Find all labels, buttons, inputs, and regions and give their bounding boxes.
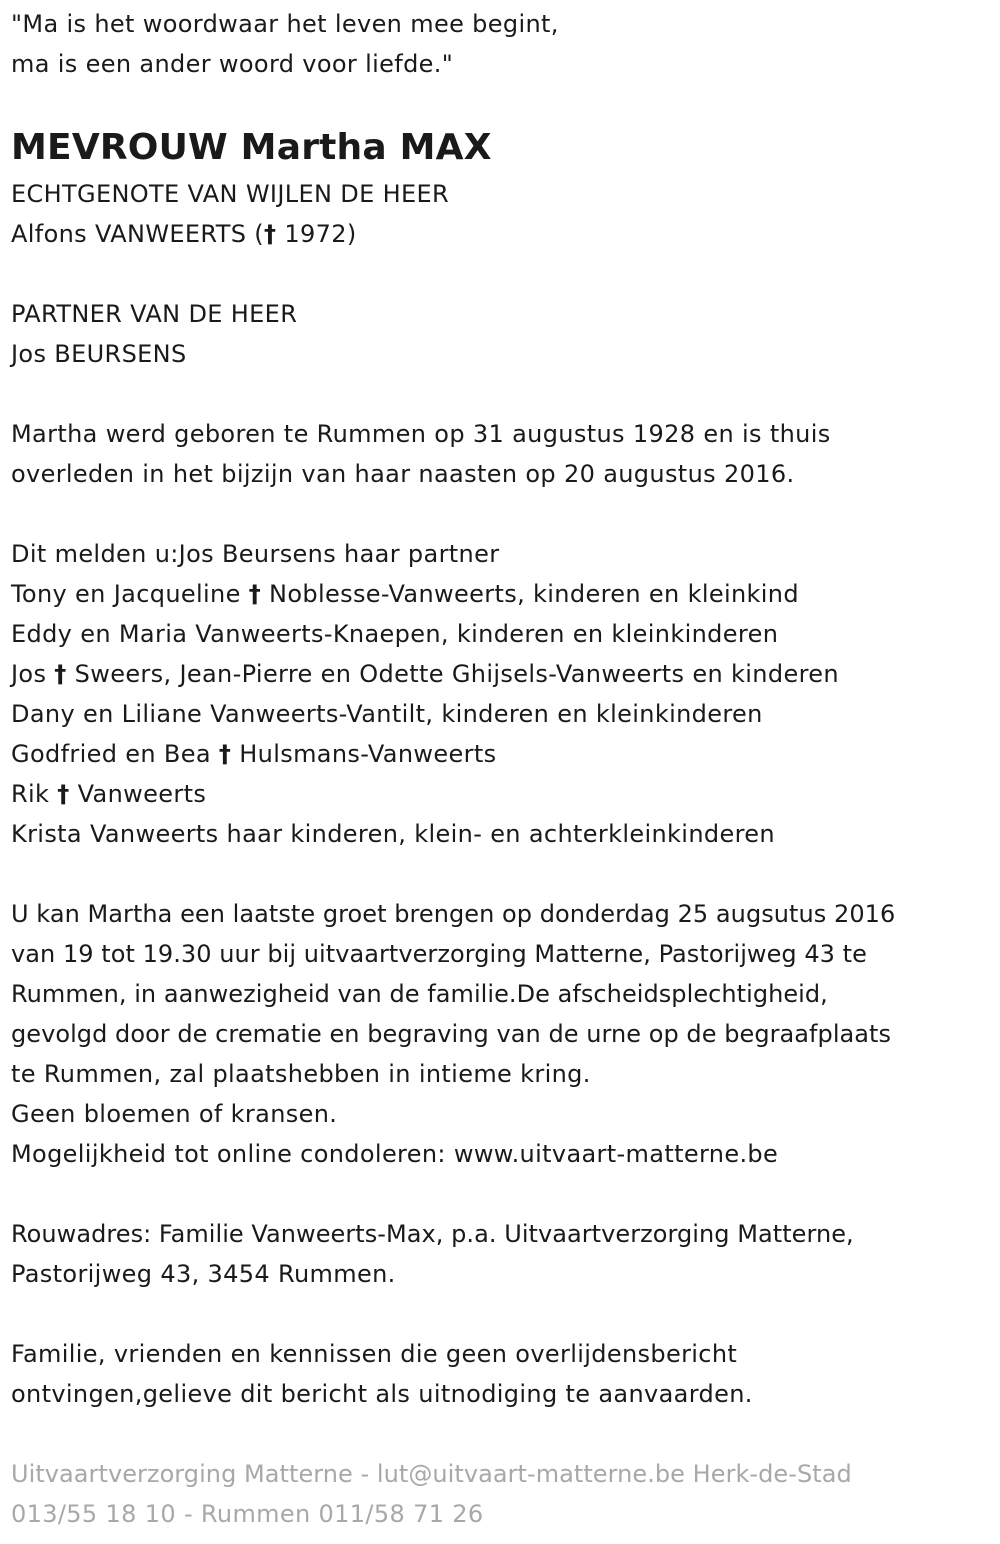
spouse-name-text: Alfons VANWEERTS ( <box>11 220 264 248</box>
birth-death-line-1: Martha werd geboren te Rummen op 31 augustus 1928 en is thuis <box>11 420 831 448</box>
announcer-line <box>11 574 996 614</box>
cross-icon: † <box>54 660 67 688</box>
announcers-list <box>11 534 996 854</box>
footer <box>11 1454 996 1534</box>
announcer-text: Sweers, Jean-Pierre en Odette Ghijsels-Vanweerts en kinderen <box>66 660 839 688</box>
announcer-line <box>11 654 996 694</box>
spacer <box>11 254 996 294</box>
spacer <box>11 494 996 534</box>
footer-line-2: 013/55 18 10 - Rummen 011/58 71 26 <box>11 1500 484 1528</box>
announcer-text: Rik <box>11 780 58 808</box>
ceremony-line: U kan Martha een laatste groet brengen op donderdag 25 augsutus 2016 <box>11 900 896 928</box>
cross-icon: † <box>248 580 262 608</box>
announcer-text: Tony en Jacqueline <box>11 580 249 608</box>
announcer-line <box>11 774 996 814</box>
quote-line-1: "Ma is het woordwaar het leven mee begint, <box>11 10 559 38</box>
birth-death-paragraph <box>11 414 996 494</box>
ceremony-line: van 19 tot 19.30 uur bij uitvaartverzorging Matterne, Pastorijweg 43 te <box>11 940 867 968</box>
invitation-paragraph <box>11 1334 996 1414</box>
announcer-line <box>11 734 996 774</box>
cross-icon: † <box>218 740 232 768</box>
spouse-label: ECHTGENOTE VAN WIJLEN DE HEER <box>11 180 450 208</box>
announcer-line: Dany en Liliane Vanweerts-Vantilt, kinderen en kleinkinderen <box>11 700 763 728</box>
announcer-text: Noblesse-Vanweerts, kinderen en kleinkind <box>261 580 799 608</box>
announcer-text: Vanweerts <box>69 780 207 808</box>
quote-line-2: ma is een ander woord voor liefde." <box>11 50 454 78</box>
footer-line-1: Uitvaartverzorging Matterne - lut@uitvaart-matterne.be Herk-de-Stad <box>11 1460 852 1488</box>
spacer <box>11 854 996 894</box>
announcer-text: Godfried en Bea <box>11 740 219 768</box>
ceremony-paragraph <box>11 894 996 1174</box>
condolence-line: Mogelijkheid tot online condoleren: www.uitvaart-matterne.be <box>11 1140 779 1168</box>
announcer-text: Jos <box>11 660 55 688</box>
invitation-line-2: ontvingen,gelieve dit bericht als uitnodiging te aanvaarden. <box>11 1380 753 1408</box>
announcer-text: Hulsmans-Vanweerts <box>231 740 497 768</box>
spacer <box>11 374 996 414</box>
ceremony-line: gevolgd door de crematie en begraving van de urne op de begraafplaats <box>11 1020 892 1048</box>
deceased-name: MEVROUW Martha MAX <box>11 127 492 168</box>
spouse-death-year: 1972) <box>276 220 357 248</box>
spacer <box>11 1294 996 1334</box>
cross-icon: † <box>57 780 70 808</box>
spouse-name <box>11 214 996 254</box>
invitation-line-1: Familie, vrienden en kennissen die geen overlijdensbericht <box>11 1340 738 1368</box>
ceremony-line: Geen bloemen of kransen. <box>11 1100 338 1128</box>
mourning-address <box>11 1214 996 1294</box>
ceremony-line: Rummen, in aanwezigheid van de familie.De afscheidsplechtigheid, <box>11 980 828 1008</box>
partner-name: Jos BEURSENS <box>11 340 187 368</box>
death-notice <box>11 4 996 1534</box>
address-line-1: Rouwadres: Familie Vanweerts-Max, p.a. Uitvaartverzorging Matterne, <box>11 1220 854 1248</box>
announcer-line: Eddy en Maria Vanweerts-Knaepen, kinderen en kleinkinderen <box>11 620 779 648</box>
partner-label: PARTNER VAN DE HEER <box>11 300 298 328</box>
cross-icon: † <box>264 220 277 248</box>
birth-death-line-2: overleden in het bijzijn van haar naasten op 20 augustus 2016. <box>11 460 795 488</box>
spacer <box>11 1414 996 1454</box>
announcers-intro: Dit melden u:Jos Beursens haar partner <box>11 540 500 568</box>
spacer <box>11 1174 996 1214</box>
announcer-line: Krista Vanweerts haar kinderen, klein- en achterkleinkinderen <box>11 820 775 848</box>
address-line-2: Pastorijweg 43, 3454 Rummen. <box>11 1260 396 1288</box>
ceremony-line: te Rummen, zal plaatshebben in intieme kring. <box>11 1060 591 1088</box>
quote <box>11 4 996 84</box>
